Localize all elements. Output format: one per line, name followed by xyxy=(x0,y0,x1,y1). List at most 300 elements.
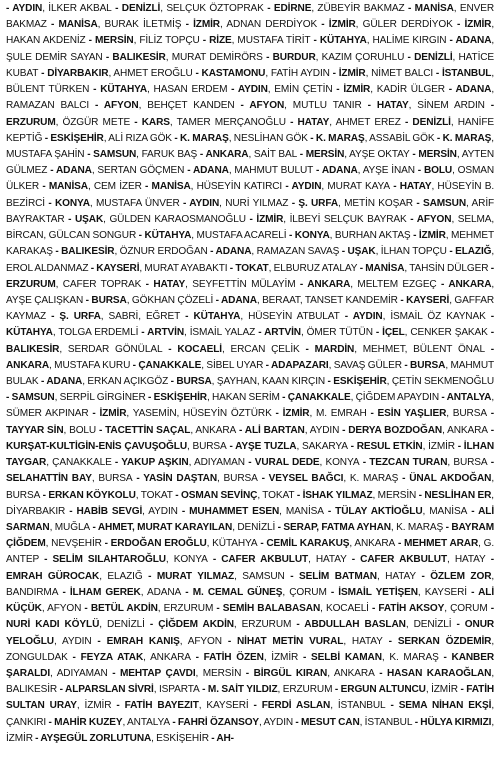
entry-separator: - xyxy=(323,505,336,517)
entry-city: ESKİŞEHİR xyxy=(50,132,104,144)
entry-city: İZMİR xyxy=(464,19,492,31)
entry-separator: - xyxy=(329,67,339,79)
entry-city: MANİSA xyxy=(151,181,191,193)
entry-name: SELMA, BİRCAN, GÜLCAN SONGUR xyxy=(6,213,495,242)
entry-name: MELTEM EZGEÇ xyxy=(357,278,437,290)
entry-name: BURSA xyxy=(98,473,133,485)
entry-city: ANKARA xyxy=(6,359,50,371)
entry-city: FATİH AKSOY xyxy=(378,603,445,615)
entry-separator: - xyxy=(255,327,265,339)
entry-city: HABİB SEVGİ xyxy=(76,505,143,517)
entry-city: ALİ SARMAN xyxy=(6,505,495,533)
entry-separator: - xyxy=(65,505,77,517)
entry-separator: - xyxy=(197,148,206,160)
entry-city: MERSİN xyxy=(95,35,134,47)
entry-city: FATİH ÖZEN xyxy=(203,651,264,663)
entry-city: DİYARBAKIR xyxy=(47,67,109,79)
entry-separator: - xyxy=(446,35,456,47)
entry-separator: - xyxy=(487,603,495,615)
entry-city: AFYON xyxy=(416,213,452,225)
entry-city: AHMET, MURAT KARAYILAN xyxy=(97,522,233,533)
entry-separator: - xyxy=(46,311,60,323)
entry-name: RAMAZAN BALCI xyxy=(6,100,90,112)
entry-name: SABRİ, EĞRET xyxy=(108,311,181,323)
entry-city: SELAHATTİN BAY xyxy=(6,473,92,485)
entry-city: FATİH BAYEZIT xyxy=(124,700,199,712)
entry-city: FAHRİ ÖZANSOY xyxy=(177,716,260,728)
entry-separator: - xyxy=(397,294,407,306)
entry-city: ANKARA xyxy=(448,278,492,290)
entry-separator: - xyxy=(339,311,353,323)
entry-city: İSHAK YILMAZ xyxy=(302,489,373,501)
entry-city: RESUL ETKİN xyxy=(356,440,423,452)
entry-city: ESKİŞEHİR xyxy=(153,392,207,404)
entry-name: İZMİR xyxy=(84,700,112,712)
entry-separator: - xyxy=(286,230,295,242)
entry-city: KAYSERİ xyxy=(406,294,450,306)
entry-separator: - xyxy=(67,651,81,663)
entry-separator: - xyxy=(90,522,98,533)
entry-separator: - xyxy=(438,651,452,663)
entry-name: İZMİR xyxy=(428,440,455,452)
entry-name: AYDIN xyxy=(148,505,178,517)
entry-city: MEHMET ARAR xyxy=(404,538,479,550)
entry-city: YASİN DAŞTAN xyxy=(143,473,218,485)
entry-name: NİMET BALCI xyxy=(371,67,434,79)
entry-city: K. MARAŞ xyxy=(180,132,229,144)
entry-name: CAFER TOPRAK xyxy=(62,278,142,290)
entry-name: ÇANAKKALE xyxy=(52,457,112,469)
entry-name: SİBEL UYAR xyxy=(206,359,264,371)
entry-separator: - xyxy=(298,651,311,663)
entry-separator: - xyxy=(32,732,41,744)
entry-name: AYTEN GÜLMEZ xyxy=(6,148,495,177)
entry-name: İZMİR xyxy=(431,684,458,696)
entry-name: BURHAN AKTAŞ xyxy=(334,230,411,242)
entry-city: VEYSEL BAĞCI xyxy=(268,473,344,485)
entry-name: ELBURUZ ATALAY xyxy=(273,262,358,274)
entry-city: CAFER AKBULUT xyxy=(360,554,448,566)
entry-separator: - xyxy=(361,100,377,112)
entry-name: HAKAN SERİM xyxy=(211,392,280,404)
entry-city: ANKARA xyxy=(307,278,351,290)
entry-name: ÇİĞDEM APAYDIN xyxy=(355,392,440,404)
entry-name: MERSİN xyxy=(202,667,242,679)
entry-name: KÜTAHYA xyxy=(212,538,258,550)
entry-separator: - xyxy=(436,278,449,290)
entry-city: NİHAT METİN VURAL xyxy=(237,635,344,647)
entry-name: ADIYAMAN xyxy=(193,457,245,469)
entry-name: HÜSEYİN B. BEZİRCİ xyxy=(6,181,495,209)
entry-name: AYDIN xyxy=(309,424,340,436)
entry-separator: - xyxy=(487,457,495,469)
entry-separator: - xyxy=(111,457,122,469)
entry-separator: - xyxy=(144,619,159,631)
entry-city: SERAP, FATMA AYHAN xyxy=(283,522,391,533)
entry-separator: - xyxy=(313,165,322,177)
entry-separator: - xyxy=(263,359,271,371)
entry-city: İLHAN TAYGAR xyxy=(6,440,495,469)
entry-separator: - xyxy=(213,603,223,615)
entry-city: İZMİR xyxy=(338,67,366,79)
entry-name: SELÇUK ÖZTOPRAK xyxy=(166,3,264,14)
entry-city: RİZE xyxy=(209,35,232,47)
entry-name: ANKARA xyxy=(354,538,396,550)
entry-separator: - xyxy=(294,489,303,501)
entry-name: TOKAT xyxy=(140,489,173,501)
entry-city: BOLU xyxy=(423,165,453,177)
entry-city: ANTALYA xyxy=(446,392,492,404)
entry-separator: - xyxy=(226,440,236,452)
entry-name: ESKİŞEHİR xyxy=(156,732,209,744)
entry-separator: - xyxy=(385,700,399,712)
entry-name: KOCAELİ xyxy=(325,603,369,615)
entry-separator: - xyxy=(359,457,370,469)
entry-city: ERKAN KÖYKOLU xyxy=(48,489,136,501)
entry-separator: - xyxy=(179,197,190,209)
entry-city: ALİ KÜÇÜK xyxy=(6,586,495,615)
entry-name: MUSTAFA ŞAHİN xyxy=(6,148,85,160)
entry-name: İLHAN TOPÇU xyxy=(380,246,447,258)
entry-name: İLBEYİ SELÇUK BAYRAK xyxy=(289,213,407,225)
entry-city: KAYSERİ xyxy=(96,262,140,274)
entry-separator: - xyxy=(452,19,465,31)
entry-city: FATİH SULTAN URAY xyxy=(6,684,495,712)
entry-separator: - xyxy=(85,35,96,47)
entry-name: BURSA xyxy=(223,473,258,485)
entry-city: AYŞE TUZLA xyxy=(235,440,297,452)
entry-separator: - xyxy=(295,278,308,290)
entry-name: İZMİR xyxy=(6,732,33,744)
entry-city: ÇANAKKALE xyxy=(138,359,202,371)
entry-name: MUSTAFA KURU xyxy=(54,359,131,371)
entry-separator: - xyxy=(404,51,415,63)
entry-name: ERZURUM xyxy=(241,619,292,631)
entry-city: MERSİN xyxy=(305,148,345,160)
entry-separator: - xyxy=(107,667,120,679)
entry-city: İZMİR xyxy=(328,19,356,31)
entry-name: METİN KOŞAR xyxy=(344,197,413,209)
entry-name: ŞAYHAN, KAAN KIRÇIN xyxy=(216,376,326,388)
entry-separator: - xyxy=(184,165,193,177)
entry-separator: - xyxy=(181,19,194,31)
entry-name: EROL ALDANMAZ xyxy=(6,262,89,274)
entry-name: GÖKHAN ÇÖZELİ xyxy=(131,294,214,306)
entry-name: KADİR ÜLGER xyxy=(376,84,445,96)
entry-name: MUSTAFA ÜNVER xyxy=(95,197,180,209)
entry-city: CAFER AKBULUT xyxy=(221,554,309,566)
entry-city: NESLİHAN ER xyxy=(424,489,492,501)
entry-separator: - xyxy=(141,181,152,193)
entry-separator: - xyxy=(414,165,424,177)
entry-name: BEHÇET KANDEN xyxy=(147,100,235,112)
entry-separator: - xyxy=(88,262,97,274)
entry-name: DENİZLİ xyxy=(413,619,452,631)
entry-city: ADANA xyxy=(455,84,492,96)
entry-name: ELAZIĞ xyxy=(107,570,143,582)
entry-separator: - xyxy=(132,473,144,485)
entry-name: DENİZLİ xyxy=(106,619,145,631)
entry-name: AHMET EROĞLU xyxy=(113,67,193,79)
entry-name: BANDIRMA xyxy=(6,586,59,598)
entry-name: ÇETİN SEKMENOĞLU xyxy=(391,376,495,388)
entry-name: OSMAN ÜLKER xyxy=(6,165,495,193)
entry-name: ADNAN DERDİYOK xyxy=(226,19,318,31)
entry-separator: - xyxy=(199,684,208,696)
entry-separator: - xyxy=(395,538,404,550)
entry-separator: - xyxy=(236,424,245,436)
entry-name: MAHMUT BULAK xyxy=(6,359,495,388)
entry-city: DENİZLİ xyxy=(414,51,453,63)
entry-separator: - xyxy=(446,246,456,258)
entry-separator: - xyxy=(262,51,273,63)
entry-separator: - xyxy=(466,586,479,598)
entry-separator: - xyxy=(434,132,443,144)
entry-name: BURAK İLETMİŞ xyxy=(104,19,182,31)
entry-separator: - xyxy=(244,457,255,469)
entry-city: HATAY xyxy=(297,116,330,128)
entry-name: ZONGULDAK xyxy=(6,651,68,663)
entry-name: GAFFAR KAYMAZ xyxy=(6,294,495,323)
entry-city: ADANA xyxy=(221,294,257,306)
entry-city: SAMSUN xyxy=(422,197,467,209)
entry-city: SELİM BATMAN xyxy=(298,570,377,582)
entry-separator: - xyxy=(40,489,49,501)
entry-name: KAYSERİ xyxy=(206,700,249,712)
entry-separator: - xyxy=(44,197,55,209)
entry-name: SERPİL GİRGİNER xyxy=(59,392,146,404)
entry-name: NEVŞEHİR xyxy=(51,538,102,550)
entry-separator: - xyxy=(83,294,92,306)
entry-separator: - xyxy=(234,100,250,112)
entry-name: DENİZLİ xyxy=(237,522,276,533)
entry-city: İSMAİL YETİŞEN xyxy=(338,586,418,598)
entry-separator: - xyxy=(207,554,222,566)
entry-name: HALİME KIRGIN xyxy=(372,35,447,47)
entry-city: TEZCAN TURAN xyxy=(369,457,448,469)
entry-separator: - xyxy=(346,554,361,566)
entry-city: Ş. URFA xyxy=(298,197,338,209)
entry-name: ÇORUM xyxy=(289,586,327,598)
entry-separator: - xyxy=(332,84,344,96)
entry-city: ONUR YELOĞLU xyxy=(6,619,495,647)
entry-separator: - xyxy=(485,311,495,323)
entry-name: HANİFE KEPTİĞ xyxy=(6,116,494,144)
entry-city: ELAZIĞ xyxy=(455,246,492,258)
entry-separator: - xyxy=(439,392,447,404)
entry-separator: - xyxy=(454,440,464,452)
entry-separator: - xyxy=(444,84,456,96)
entry-separator: - xyxy=(208,732,217,744)
entry-city: EDİRNE xyxy=(273,3,312,14)
entry-separator: - xyxy=(347,440,357,452)
entry-name: MEHMET KARAKAŞ xyxy=(6,230,495,258)
entry-city: KOCAELİ xyxy=(177,343,222,355)
entry-separator: - xyxy=(412,716,421,728)
entry-city: AYDIN xyxy=(189,197,220,209)
entry-separator: - xyxy=(415,570,431,582)
entry-separator: - xyxy=(457,684,467,696)
entry-name: İLKER AKBAL xyxy=(48,3,112,14)
entry-city: AH- xyxy=(216,732,234,744)
entry-name: İZMİR xyxy=(271,651,299,663)
entry-city: TACETTİN SAÇAL xyxy=(105,424,191,436)
entry-separator: - xyxy=(484,343,495,355)
entry-separator: - xyxy=(382,635,398,647)
entry-separator: - xyxy=(171,132,180,144)
entry-name: CENKER ŞAKAK xyxy=(410,327,488,339)
entry-separator: - xyxy=(357,262,366,274)
entry-name: İSMAİL YALAZ xyxy=(189,327,256,339)
entry-name: G. ANTEP xyxy=(6,538,495,566)
entry-city: ESİN YAŞLIER xyxy=(377,408,447,420)
entry-separator: - xyxy=(412,197,423,209)
entry-separator: - xyxy=(141,278,154,290)
entry-name: RAMAZAN SAVAŞ xyxy=(256,246,340,258)
entry-name: HAKAN AKDENİZ xyxy=(6,35,86,47)
entry-name: ÇORUM xyxy=(450,603,488,615)
entry-separator: - xyxy=(368,603,379,615)
entry-separator: - xyxy=(39,181,49,193)
entry-name: HÜSEYİN KATIRCI xyxy=(196,181,283,193)
entry-name: AYŞE ÇALIŞKAN xyxy=(6,294,84,306)
entry-name: SAKARYA xyxy=(301,440,348,452)
entry-separator: - xyxy=(138,327,148,339)
entry-city: KARS xyxy=(141,116,170,128)
entry-city: NURİ KADI KÖYLÜ xyxy=(6,619,100,631)
entry-separator: - xyxy=(317,19,329,31)
entry-city: SEMİH BALABASAN xyxy=(222,603,321,615)
entry-name: ALİ RIZA GÖK xyxy=(108,132,172,144)
entry-separator: - xyxy=(38,376,47,388)
entry-name: DİYARBAKIR xyxy=(6,505,66,517)
entry-separator: - xyxy=(38,67,48,79)
entry-separator: - xyxy=(130,359,139,371)
entry-city: ADANA xyxy=(321,165,358,177)
entry-separator: - xyxy=(275,522,284,533)
entry-city: DERYA BOZDOĞAN xyxy=(348,424,443,436)
entry-separator: - xyxy=(91,635,107,647)
entry-separator: - xyxy=(81,603,91,615)
entry-separator: - xyxy=(241,667,254,679)
entry-name: MUTLU TANIR xyxy=(292,100,362,112)
entry-separator: - xyxy=(451,619,465,631)
entry-name: KONYA xyxy=(325,457,360,469)
entry-city: AYDIN xyxy=(352,311,383,323)
entry-name: AYŞE OKTAY xyxy=(349,148,410,160)
entry-name: İSTANBUL xyxy=(364,716,413,728)
entry-name: ADIYAMAN xyxy=(56,667,108,679)
entry-city: SELİM SILAHTAROĞLU xyxy=(52,554,166,566)
entry-separator: - xyxy=(101,538,111,550)
entry-name: İSTANBUL xyxy=(337,700,386,712)
entry-separator: - xyxy=(130,116,142,128)
entry-city: KASTAMONU xyxy=(201,67,266,79)
entry-city: İÇEL xyxy=(382,327,405,339)
entry-separator: - xyxy=(199,35,210,47)
donor-list: - AYDIN, İLKER AKBAL - DENİZLİ, SELÇUK ÖZTOPRAK - EDİRNE, ZÜBEYİR BAKMAZ - MANİSA, ENVER BAKMAZ - MANİSA, BURAK İLETMİŞ - İZMİR, ADNAN DERDİYOK - İZMİR, GÜLER DERDİYOK - İZMİR, HAKAN AKDENİZ - MERSİN, FİLİZ TOPÇU - RİZE, MUSTAFA TİRİT - KÜTAHYA, HALİME KIRGIN - ADANA, ŞULE DEMİR SAYAN - BALIKESİR, MURAT DEMİRÖRS - BURDUR, KAZIM ÇORUHLU - DENİZLİ, HATİCE KUBAT - DİYARBAKIR, AHMET EROĞLU - KASTAMONU, FATİH AYDIN - İZMİR, NİMET BALCI - İSTANBUL, BÜLENT TÜRKEN - KÜTAHYA, HASAN ERDEM - AYDIN, EMİN ÇETİN - İZMİR, KADİR ÜLGER - ADANA, RAMAZAN BALCI - AFYON, BEHÇET KANDEN - AFYON, MUTLU TANIR - HATAY, SİNEM ARDIN - ERZURUM, ÖZGÜR METE - KARS, TAMER MERÇANOĞLU - HATAY, AHMET EREZ - DENİZLİ, HANİFE KEPTİĞ - ESKİŞEHİR, ALİ RIZA GÖK - K. MARAŞ, NESLİHAN GÖK - K. MARAŞ, ASSABİL GÖK - K. MARAŞ, MUSTAFA ŞAHİN - SAMSUN, FARUK BAŞ - ANKARA, SAİT BAL - MERSİN, AYŞE OKTAY - MERSİN, AYTEN GÜLMEZ - ADANA, SERTAN GÖÇMEN - ADANA, MAHMUT BULUT - ADANA, AYŞE İNAN - BOLU, OSMAN ÜLKER - MANİSA, CEM İZER - MANİSA, HÜSEYİN KATIRCI - AYDIN, MURAT KAYA - HATAY, HÜSEYİN B. BEZİRCİ - KONYA, MUSTAFA ÜNVER - AYDIN, NURİ YILMAZ - Ş. URFA, METİN KOŞAR - SAMSUN, ARİF BAYRAKTAR - UŞAK, GÜLDEN KARAOSMANOĞLU - İZMİR, İLBEYİ SELÇUK BAYRAK - AFYON, SELMA, BİRCAN, GÜLCAN SONGUR - KÜTAHYA, MUSTAFA ACARELİ - KONYA, BURHAN AKTAŞ - İZMİR, MEHMET KARAKAŞ - BALIKESİR, ÖZNUR ERDOĞAN - ADANA, RAMAZAN SAVAŞ - UŞAK, İLHAN TOPÇU - ELAZIĞ, EROL ALDANMAZ - KAYSERİ, MURAT AYABAKTI - TOKAT, ELBURUZ ATALAY - MANİSA, TAHSİN DÜLGER - ERZURUM, CAFER TOPRAK - HATAY, SEYFETTİN MÜLAYİM - ANKARA, MELTEM EZGEÇ - ANKARA, AYŞE ÇALIŞKAN - BURSA, GÖKHAN ÇÖZELİ - ADANA, BERAAT, TANSET KANDEMİR - KAYSERİ, GAFFAR KAYMAZ - Ş. URFA, SABRİ, EĞRET - KÜTAHYA, HÜSEYİN ATBULAT - AYDIN, İSMAİL ÖZ KAYNAK - KÜTAHYA, TOLGA ERDEMLİ - ARTVİN, İSMAİL YALAZ - ARTVİN, ÖMER TÜTÜN - İÇEL, CENKER ŞAKAK - BALIKESİR, SERDAR GÖNÜLAL - KOCAELİ, ERCAN ÇELİK - MARDİN, MEHMET, BÜLENT ÖNAL - ANKARA, MUSTAFA KURU - ÇANAKKALE, SİBEL UYAR - ADAPAZARI, SAVAŞ GÜLER - BURSA, MAHMUT BULAK - ADANA, ERKAN AÇIKGÖZ - BURSA, ŞAYHAN, KAAN KIRÇIN - ESKİŞEHİR, ÇETİN SEKMENOĞLU - SAMSUN, SERPİL GİRGİNER - ESKİŞEHİR, HAKAN SERİM - ÇANAKKALE, ÇİĞDEM APAYDIN - ANTALYA, SÜMER AKPINAR - İZMİR, YASEMİN, HÜSEYİN ÖZTÜRK - İZMİR, M. EMRAH - ESİN YAŞLIER, BURSA - TAYYAR SİN, BOLU - TACETTİN SAÇAL, ANKARA - ALİ BARTAN, AYDIN - DERYA BOZDOĞAN, ANKARA - KURŞAT-KULTİGİN-ENİS ÇAVUŞOĞLU, BURSA - AYŞE TUZLA, SAKARYA - RESUL ETKİN, İZMİR - İLHAN TAYGAR, ÇANAKKALE - YAKUP AŞKIN, ADIYAMAN - VURAL DEDE, KONYA - TEZCAN TURAN, BURSA - SELAHATTİN BAY, BURSA - YASİN DAŞTAN, BURSA - VEYSEL BAĞCI, K. MARAŞ - ÜNAL AKDOĞAN, BURSA - ERKAN KÖYKOLU, TOKAT - OSMAN SEVİNÇ, TOKAT - İSHAK YILMAZ, MERSİN - NESLİHAN ER, DİYARBAKIR - HABİB SEVGİ, AYDIN - MUHAMMET ESEN, MANİSA - TÜLAY AKTİOĞLU, MANİSA - ALİ SARMAN, MUĞLA - AHMET, MURAT KARAYILAN, DENİZLİ - SERAP, FATMA AYHAN, K. MARAŞ - BAYRAM ÇİĞDEM, NEVŞEHİR - ERDOĞAN EROĞLU, KÜTAHYA - CEMİL KARAKUŞ, ANKARA - MEHMET ARAR, G. ANTEP - SELİM SILAHTAROĞLU, KONYA - CAFER AKBULUT, HATAY - CAFER AKBULUT, HATAY - EMRAH GÜROCAK, ELAZIĞ - MURAT YILMAZ, SAMSUN - SELİM BATMAN, HATAY - ÖZLEM ZOR, BANDIRMA - İLHAM GEREK, ADANA - M. CEMAL GÜNEŞ, ÇORUM - İSMAİL YETİŞEN, KAYSERİ - ALİ KÜÇÜK, AFYON - BETÜL AKDİN, ERZURUM - SEMİH BALABASAN, KOCAELİ - FATİH AKSOY, ÇORUM - NURİ KADI KÖYLÜ, DENİZLİ - ÇİĞDEM AKDİN, ERZURUM - ABDULLAH BASLAN, DENİZLİ - ONUR YELOĞLU, AYDIN - EMRAH KANIŞ, AFYON - NİHAT METİN VURAL, HATAY - SERKAN ÖZDEMİR, ZONGULDAK - FEYZA ATAK, ANKARA - FATİH ÖZEN, İZMİR - SELBİ KAMAN, K. MARAŞ - KANBER ŞARALDI, ADIYAMAN - MEHTAP ÇAVDI, MERSİN - BİRGÜL KIRAN, ANKARA - HASAN KARAOĞLAN, BALIKESİR - ALPARSLAN SİVRİ, ISPARTA - M. SAİT YILDIZ, ERZURUM - ERGUN ALTUNCU, İZMİR - FATİH SULTAN URAY, İZMİR - FATİH BAYEZIT, KAYSERİ - FERDİ ASLAN, İSTANBUL - SEMA NİHAN EKŞİ, ÇANKIRI - MAHİR KUZEY, ANTALYA - FAHRİ ÖZANSOY, AYDIN - MESUT CAN, İSTANBUL - HÜLYA KIRMIZI, İZMİR - AYŞEGÜL ZORLUTUNA, ESKİŞEHİR - AH- xyxy=(6,3,495,744)
entry-name: MANİSA xyxy=(429,505,468,517)
entry-city: CEMİL KARAKUŞ xyxy=(266,538,350,550)
entry-separator: - xyxy=(433,67,442,79)
entry-city: HASAN KARAOĞLAN xyxy=(386,667,492,679)
entry-name: İSMAİL ÖZ KAYNAK xyxy=(390,311,486,323)
entry-separator: - xyxy=(488,262,494,274)
entry-separator: - xyxy=(257,538,267,550)
entry-name: AYDIN xyxy=(263,716,294,728)
entry-name: ERCAN ÇELİK xyxy=(230,343,300,355)
entry-separator: - xyxy=(398,473,410,485)
entry-separator: - xyxy=(177,505,190,517)
entry-city: ALPARSLAN SİVRİ xyxy=(65,684,154,696)
entry-separator: - xyxy=(307,132,316,144)
entry-name: NURİ YILMAZ xyxy=(225,197,289,209)
entry-name: HATAY xyxy=(315,554,347,566)
entry-city: ANKARA xyxy=(205,148,249,160)
entry-separator: - xyxy=(279,392,288,404)
entry-name: BURSA xyxy=(192,440,227,452)
entry-name: ADANA xyxy=(146,586,182,598)
entry-name: HASAN ERDEM xyxy=(153,84,228,96)
entry-city: AYDIN xyxy=(291,181,322,193)
entry-name: KONYA xyxy=(173,554,208,566)
entry-name: SERTAN GÖÇMEN xyxy=(97,165,185,177)
entry-city: İLHAM GEREK xyxy=(69,586,141,598)
entry-city: KONYA xyxy=(294,230,330,242)
entry-city: İZMİR xyxy=(418,230,446,242)
entry-city: ADANA xyxy=(46,376,83,388)
entry-city: OSMAN SEVİNÇ xyxy=(181,489,258,501)
entry-separator: - xyxy=(102,51,113,63)
entry-city: FERDİ ASLAN xyxy=(261,700,331,712)
entry-city: SAMSUN xyxy=(11,392,55,404)
entry-separator: - xyxy=(416,489,425,501)
entry-city: MARDİN xyxy=(314,343,355,355)
entry-name: GÜLDEN KARAOSMANOĞLU xyxy=(109,213,246,225)
entry-separator: - xyxy=(145,392,154,404)
entry-city: TAYYAR SİN xyxy=(6,424,64,436)
entry-city: ÇİĞDEM AKDİN xyxy=(158,619,234,631)
entry-city: ERDOĞAN EROĞLU xyxy=(110,538,207,550)
entry-separator: - xyxy=(410,230,419,242)
entry-city: UŞAK xyxy=(75,213,104,225)
entry-separator: - xyxy=(6,3,13,14)
entry-name: SÜMER AKPINAR xyxy=(6,408,89,420)
entry-name: SAVAŞ GÜLER xyxy=(333,359,402,371)
entry-separator: - xyxy=(284,570,299,582)
entry-name: KAZIM ÇORUHLU xyxy=(321,51,405,63)
entry-city: TÜLAY AKTİOĞLU xyxy=(335,505,423,517)
entry-name: GÜLER DERDİYOK xyxy=(362,19,453,31)
entry-separator: - xyxy=(111,700,125,712)
entry-city: BURDUR xyxy=(272,51,316,63)
entry-name: ÇANKIRI xyxy=(6,716,47,728)
entry-name: KAYSERİ xyxy=(424,586,467,598)
entry-name: BÜLENT TÜRKEN xyxy=(6,84,90,96)
entry-name: ÖZGÜR METE xyxy=(62,116,131,128)
entry-city: AFYON xyxy=(103,100,139,112)
entry-city: MANİSA xyxy=(414,3,454,14)
entry-city: MURAT YILMAZ xyxy=(156,570,235,582)
entry-separator: - xyxy=(339,424,349,436)
entry-name: ERKAN AÇIKGÖZ xyxy=(87,376,169,388)
entry-city: MANİSA xyxy=(48,181,88,193)
entry-name: ANKARA xyxy=(447,424,488,436)
entry-name: SERDAR GÖNÜLAL xyxy=(67,343,163,355)
entry-separator: - xyxy=(257,473,269,485)
entry-separator: - xyxy=(96,424,106,436)
entry-city: MERSİN xyxy=(418,148,457,160)
